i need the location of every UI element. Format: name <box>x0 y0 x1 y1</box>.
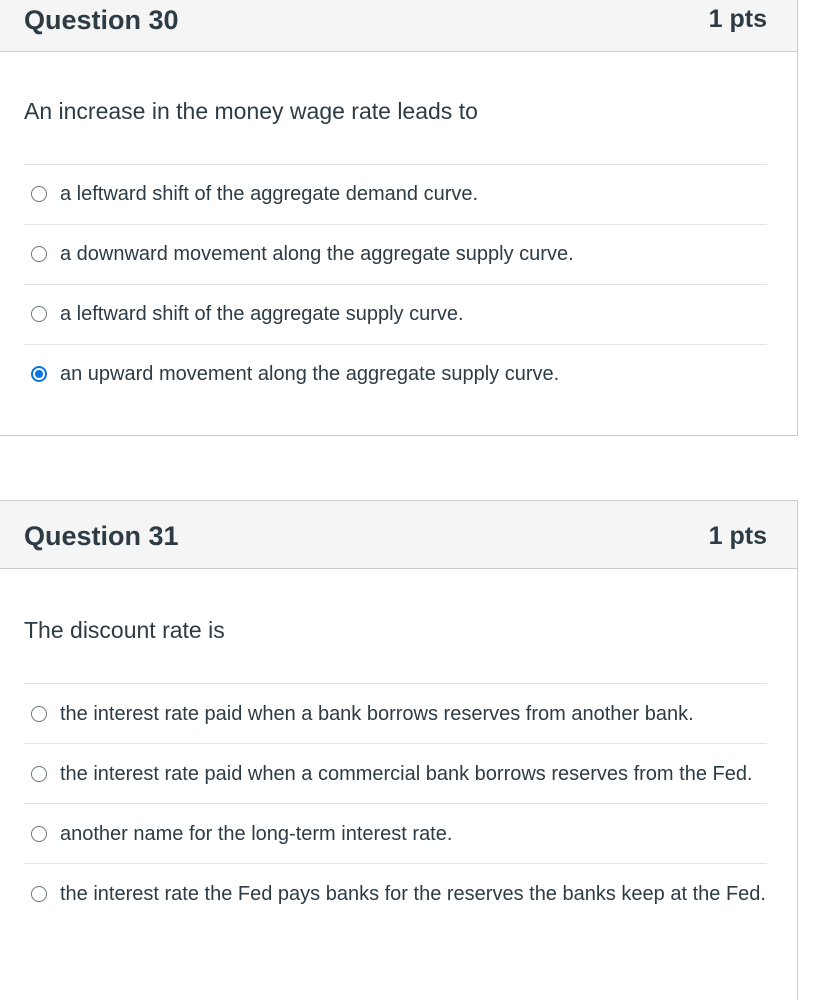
answer-option-selected[interactable] <box>24 344 767 404</box>
answer-label[interactable]: a downward movement along the aggregate supply curve. <box>60 243 574 265</box>
answer-label[interactable]: a leftward shift of the aggregate demand curve. <box>60 183 479 205</box>
question-header <box>0 0 797 52</box>
answer-list <box>24 164 767 404</box>
radio-button[interactable] <box>31 886 47 902</box>
question-body <box>0 617 797 923</box>
question-prompt: The discount rate is <box>24 617 225 643</box>
radio-button[interactable] <box>31 306 47 322</box>
question-header <box>0 501 797 569</box>
answer-list <box>24 683 767 923</box>
answer-option[interactable] <box>24 224 767 284</box>
answer-label[interactable]: the interest rate paid when a commercial bank borrows reserves from the Fed. <box>60 763 753 785</box>
answer-label[interactable]: a leftward shift of the aggregate supply curve. <box>60 303 464 325</box>
radio-button[interactable] <box>31 706 47 722</box>
question-body <box>0 98 797 404</box>
question-prompt: An increase in the money wage rate leads to <box>24 98 478 124</box>
answer-option[interactable] <box>24 863 767 923</box>
answer-option[interactable] <box>24 683 767 743</box>
answer-option[interactable] <box>24 803 767 863</box>
question-30 <box>0 0 798 436</box>
radio-button[interactable] <box>31 246 47 262</box>
question-points: 1 pts <box>708 5 767 33</box>
question-points: 1 pts <box>708 522 767 550</box>
answer-label[interactable]: another name for the long-term interest rate. <box>60 823 453 845</box>
answer-option[interactable] <box>24 164 767 224</box>
radio-button-selected[interactable] <box>31 366 47 382</box>
answer-label[interactable]: the interest rate the Fed pays banks for the reserves the banks keep at the Fed. <box>60 883 766 905</box>
question-title: Question 31 <box>24 521 179 551</box>
radio-button[interactable] <box>31 826 47 842</box>
answer-label[interactable]: the interest rate paid when a bank borrows reserves from another bank. <box>60 703 694 725</box>
answer-option[interactable] <box>24 743 767 803</box>
question-title: Question 30 <box>24 5 179 35</box>
radio-button[interactable] <box>31 186 47 202</box>
question-31 <box>0 500 798 1000</box>
answer-option[interactable] <box>24 284 767 344</box>
answer-label[interactable]: an upward movement along the aggregate supply curve. <box>60 363 560 385</box>
radio-button[interactable] <box>31 766 47 782</box>
